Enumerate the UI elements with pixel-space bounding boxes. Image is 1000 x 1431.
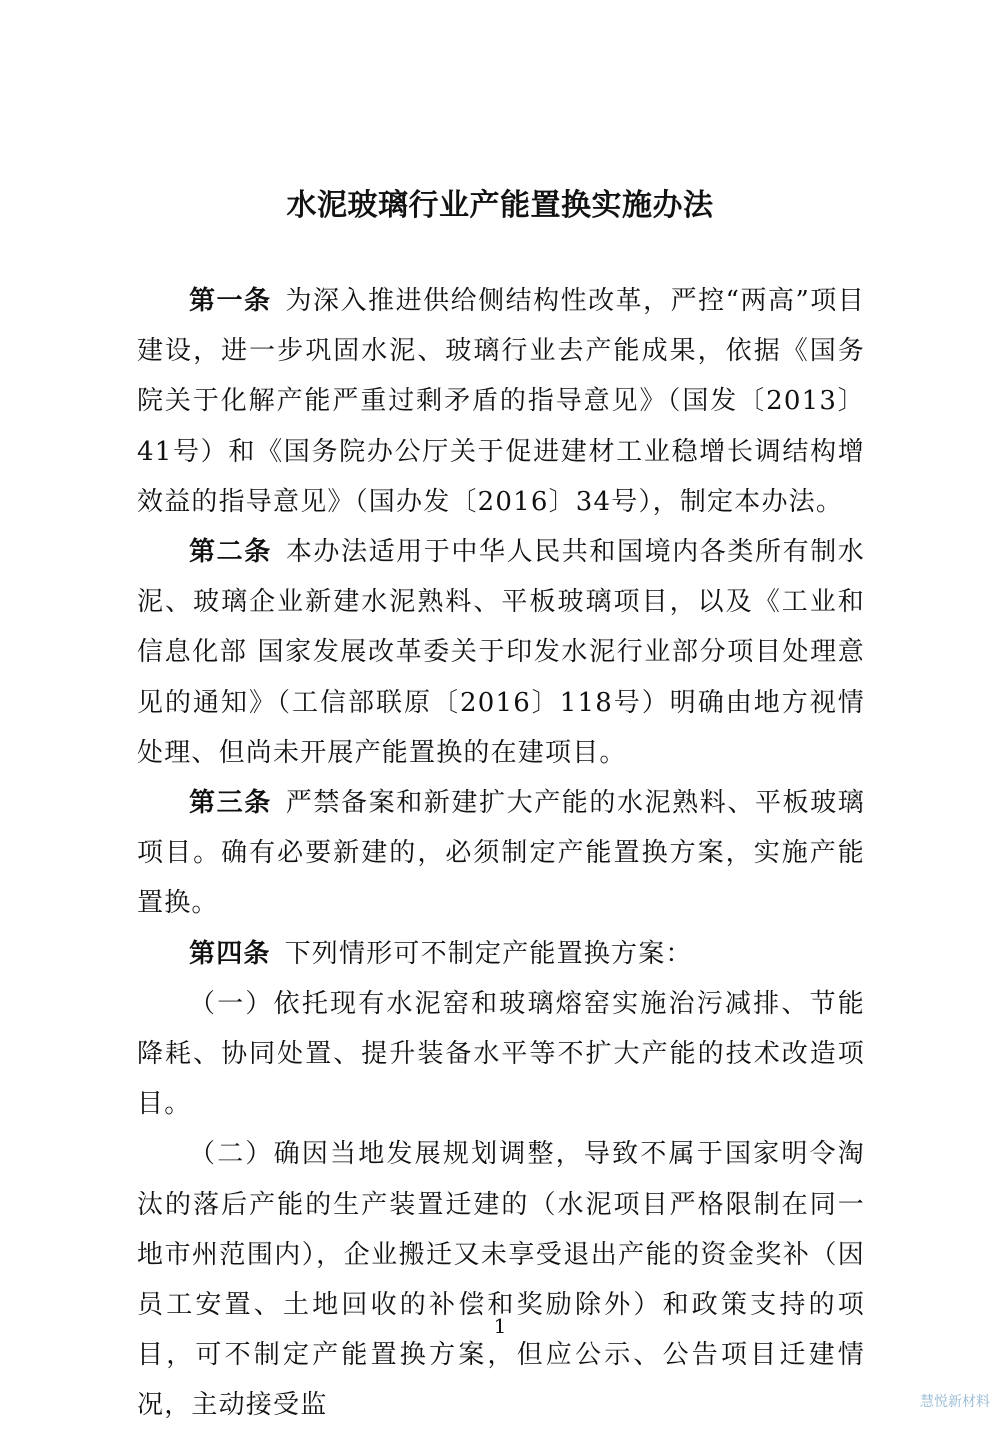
watermark: 慧悦新材料 (920, 1394, 990, 1410)
article-4-item-2 (137, 1129, 865, 1430)
article-4-item-1-text: （一）依托现有水泥窑和玻璃熔窑实施治污减排、节能降耗、协同处置、提升装备水平等不扩大产能的技术改造项目。 (137, 988, 865, 1120)
article-1-head: 第一条 (189, 286, 272, 316)
article-3-head: 第三条 (189, 788, 272, 819)
article-2-text: 本办法适用于中华人民共和国境内各类所有制水泥、玻璃企业新建水泥熟料、平板玻璃项目，以及《工业和信息化部 国家发展改革委关于印发水泥行业部分项目处理意见的通知》（工信部联原〔2016〕118号）明确由地方视情处理、但尚未开展产能置换的在建项目。 (137, 537, 866, 768)
page-number: 1 (493, 1314, 507, 1338)
document-title: 水泥玻璃行业产能置换实施办法 (286, 188, 714, 223)
article-3-text: 严禁备案和新建扩大产能的水泥熟料、平板玻璃项目。确有必要新建的，必须制定产能置换方案，实施产能置换。 (137, 788, 866, 919)
article-3 (137, 778, 865, 929)
article-2 (137, 527, 865, 778)
article-2-head: 第二条 (189, 537, 272, 568)
article-4-item-1 (137, 979, 865, 1130)
article-4-text: 下列情形可不制定产能置换方案： (284, 938, 693, 969)
article-1 (137, 276, 865, 527)
article-1-text: 为深入推进供给侧结构性改革，严控“两高”项目建设，进一步巩固水泥、玻璃行业去产能成果，依据《国务院关于化解产能严重过剩矛盾的指导意见》（国发〔2013〕41号）和《国务院办公厅关于促进建材工业稳增长调结构增效益的指导意见》（国办发〔2016〕34号），制定本办法。 (137, 286, 865, 517)
article-4-head: 第四条 (189, 938, 271, 969)
document-body (137, 276, 865, 1431)
article-4-item-2-text: （二）确因当地发展规划调整，导致不属于国家明令淘汰的落后产能的生产装置迁建的（水泥项目严格限制在同一地市州范围内），企业搬迁又未享受退出产能的资金奖补（因员工安置、土地回收的补偿和奖励除外）和政策支持的项目，可不制定产能置换方案，但应公示、公告项目迁建情况，主动接受监 (137, 1139, 865, 1421)
article-4 (137, 929, 865, 979)
